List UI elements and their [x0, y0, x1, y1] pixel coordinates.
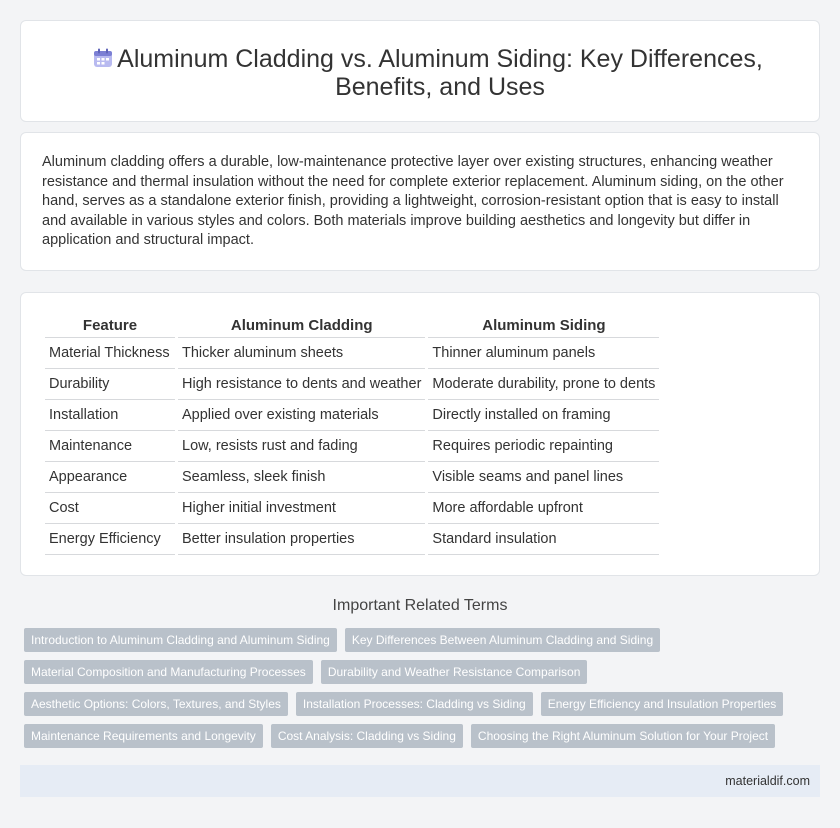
siding-cell: Thinner aluminum panels: [428, 338, 659, 369]
siding-cell: Visible seams and panel lines: [428, 462, 659, 493]
table-row: [45, 431, 659, 462]
cladding-cell: Thicker aluminum sheets: [178, 338, 425, 369]
cladding-cell: Low, resists rust and fading: [178, 431, 425, 462]
term-tag[interactable]: Introduction to Aluminum Cladding and Aluminum Siding: [24, 628, 337, 652]
cladding-cell: Applied over existing materials: [178, 400, 425, 431]
table-row: [45, 524, 659, 555]
siding-cell: Moderate durability, prone to dents: [428, 369, 659, 400]
term-tag[interactable]: Energy Efficiency and Insulation Properties: [541, 692, 784, 716]
header-siding: Aluminum Siding: [428, 315, 659, 338]
title-card: [20, 20, 820, 122]
term-tag[interactable]: Choosing the Right Aluminum Solution for Your Project: [471, 724, 775, 748]
cladding-cell: Better insulation properties: [178, 524, 425, 555]
cladding-cell: High resistance to dents and weather: [178, 369, 425, 400]
intro-card: [20, 132, 820, 271]
term-tag[interactable]: Durability and Weather Resistance Comparison: [321, 660, 588, 684]
footer: [20, 765, 820, 797]
feature-cell: Cost: [45, 493, 175, 524]
related-terms-list: [24, 628, 814, 756]
cladding-cell: Higher initial investment: [178, 493, 425, 524]
feature-cell: Appearance: [45, 462, 175, 493]
feature-cell: Durability: [45, 369, 175, 400]
cladding-cell: Seamless, sleek finish: [178, 462, 425, 493]
term-row: [24, 724, 814, 748]
table-row: [45, 369, 659, 400]
term-row: [24, 660, 814, 684]
page-title: Aluminum Cladding vs. Aluminum Siding: Key Differences, Benefits, and Uses: [117, 45, 763, 101]
term-row: [24, 692, 814, 716]
intro-paragraph: Aluminum cladding offers a durable, low-maintenance protective layer over existing structures, enhancing weather resistance and thermal insulation without the need for complete exterior replacement. Aluminum siding, on the other hand, serves as a standalone exterior finish, providing a lightweight, corrosion-resistant option that is easy to install and available in various styles and colors. Both materials improve building aesthetics and longevity but differ in application and structural impact.: [42, 154, 784, 249]
siding-cell: Standard insulation: [428, 524, 659, 555]
siding-cell: More affordable upfront: [428, 493, 659, 524]
table-row: [45, 338, 659, 369]
siding-cell: Directly installed on framing: [428, 400, 659, 431]
header-cladding: Aluminum Cladding: [178, 315, 425, 338]
term-tag[interactable]: Material Composition and Manufacturing Processes: [24, 660, 313, 684]
comparison-table: [42, 315, 662, 555]
term-tag[interactable]: Cost Analysis: Cladding vs Siding: [271, 724, 463, 748]
table-row: [45, 462, 659, 493]
siding-cell: Requires periodic repainting: [428, 431, 659, 462]
feature-cell: Material Thickness: [45, 338, 175, 369]
term-tag[interactable]: Key Differences Between Aluminum Cladding and Siding: [345, 628, 660, 652]
table-row: [45, 400, 659, 431]
term-row: [24, 628, 814, 652]
table-header-row: [45, 315, 659, 338]
comparison-card: [20, 292, 820, 576]
term-tag[interactable]: Installation Processes: Cladding vs Siding: [296, 692, 533, 716]
related-terms-heading: Important Related Terms: [332, 597, 508, 614]
term-tag[interactable]: Maintenance Requirements and Longevity: [24, 724, 263, 748]
feature-cell: Maintenance: [45, 431, 175, 462]
table-row: [45, 493, 659, 524]
feature-cell: Energy Efficiency: [45, 524, 175, 555]
term-tag[interactable]: Aesthetic Options: Colors, Textures, and Styles: [24, 692, 288, 716]
footer-site-link[interactable]: materialdif.com: [725, 774, 810, 788]
feature-cell: Installation: [45, 400, 175, 431]
header-feature: Feature: [45, 315, 175, 338]
